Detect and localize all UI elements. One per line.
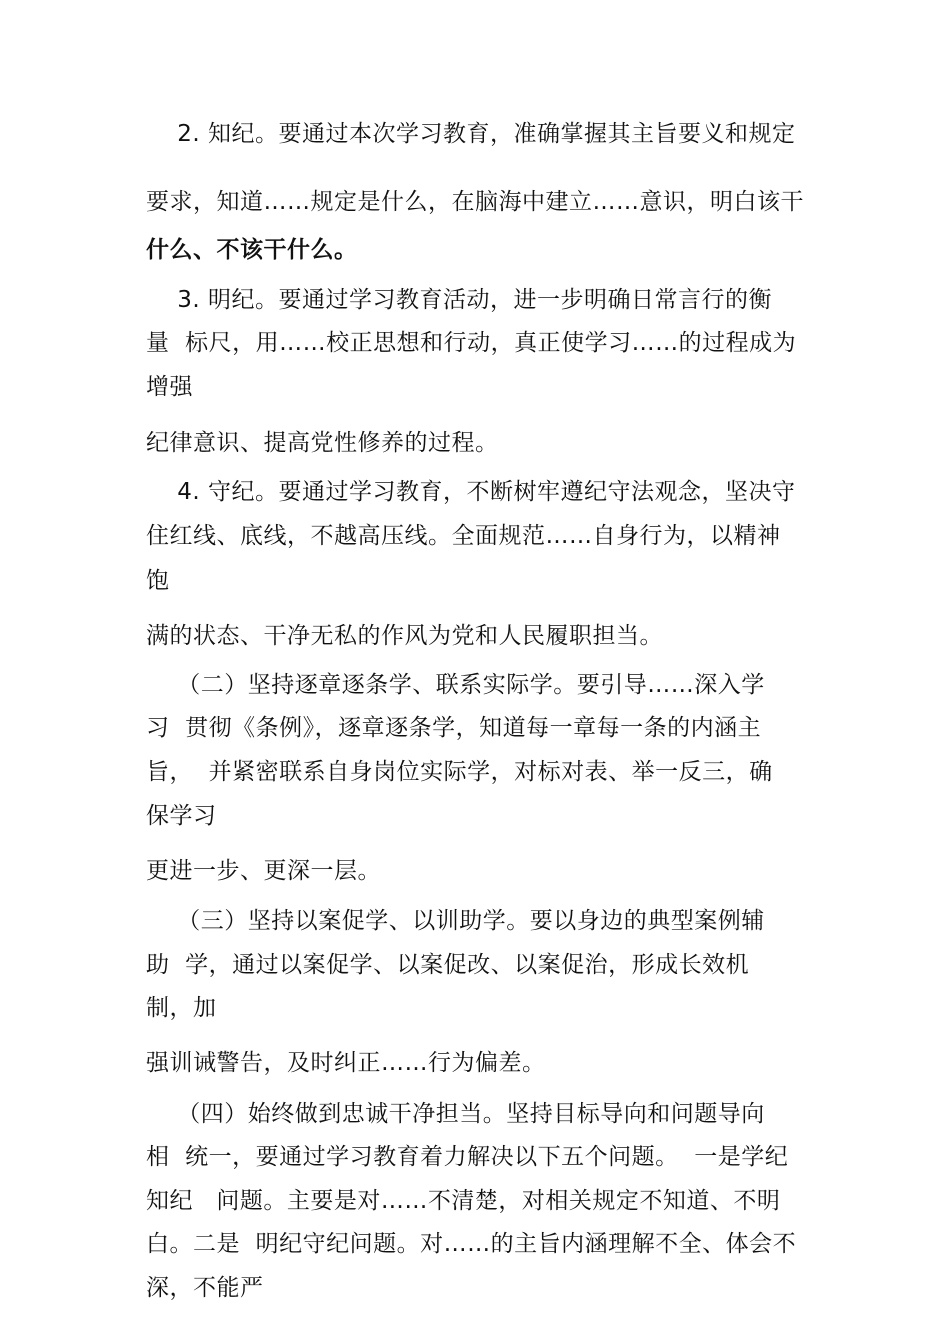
paragraph-line: 保学习 bbox=[146, 803, 217, 829]
paragraph-line: 增强 bbox=[146, 374, 193, 400]
paragraph-line: 制，加 bbox=[146, 995, 217, 1021]
paragraph-line: 白。二是 明纪守纪问题。对……的主旨内涵理解不全、体会不 bbox=[146, 1231, 797, 1257]
paragraph-line: 满的状态、干净无私的作风为党和人民履职担当。 bbox=[146, 623, 663, 649]
paragraph-line: 旨， 并紧密联系自身岗位实际学，对标对表、举一反三，确 bbox=[146, 759, 773, 785]
paragraph-line: 3. 明纪。要通过学习教育活动，进一步明确日常言行的衡 bbox=[146, 287, 772, 313]
paragraph-line: 更进一步、更深一层。 bbox=[146, 858, 381, 884]
paragraph-line: 知纪 问题。主要是对……不清楚，对相关规定不知道、不明 bbox=[146, 1188, 781, 1214]
paragraph-line: 要求，知道……规定是什么，在脑海中建立……意识，明白该干 bbox=[146, 189, 804, 215]
paragraph-line: 相 统一，要通过学习教育着力解决以下五个问题。 一是学纪 bbox=[146, 1144, 789, 1170]
paragraph-line: 量 标尺，用……校正思想和行动，真正使学习……的过程成为 bbox=[146, 330, 797, 356]
paragraph-line: （三）坚持以案促学、以训助学。要以身边的典型案例辅 bbox=[146, 908, 765, 934]
paragraph-line: 助 学，通过以案促学、以案促改、以案促治，形成长效机 bbox=[146, 952, 750, 978]
paragraph-line: 住红线、底线，不越高压线。全面规范……自身行为，以精神 bbox=[146, 523, 781, 549]
paragraph-line: 什么、不该干什么。 bbox=[146, 237, 358, 263]
paragraph-line: 习 贯彻《条例》，逐章逐条学，知道每一章每一条的内涵主 bbox=[146, 715, 762, 741]
paragraph-line: 深，不能严 bbox=[146, 1275, 264, 1301]
paragraph-line: 强训诫警告，及时纠正……行为偏差。 bbox=[146, 1050, 546, 1076]
paragraph-line: 饱 bbox=[146, 568, 170, 594]
paragraph-line: （二）坚持逐章逐条学、联系实际学。要引导……深入学 bbox=[146, 672, 765, 698]
paragraph-line: 纪律意识、提高党性修养的过程。 bbox=[146, 430, 499, 456]
paragraph-line: 4. 守纪。要通过学习教育，不断树牢遵纪守法观念，坚决守 bbox=[146, 479, 796, 505]
paragraph-line: 2. 知纪。要通过本次学习教育，准确掌握其主旨要义和规定 bbox=[146, 121, 796, 147]
paragraph-line: （四）始终做到忠诚干净担当。坚持目标导向和问题导向 bbox=[146, 1101, 765, 1127]
